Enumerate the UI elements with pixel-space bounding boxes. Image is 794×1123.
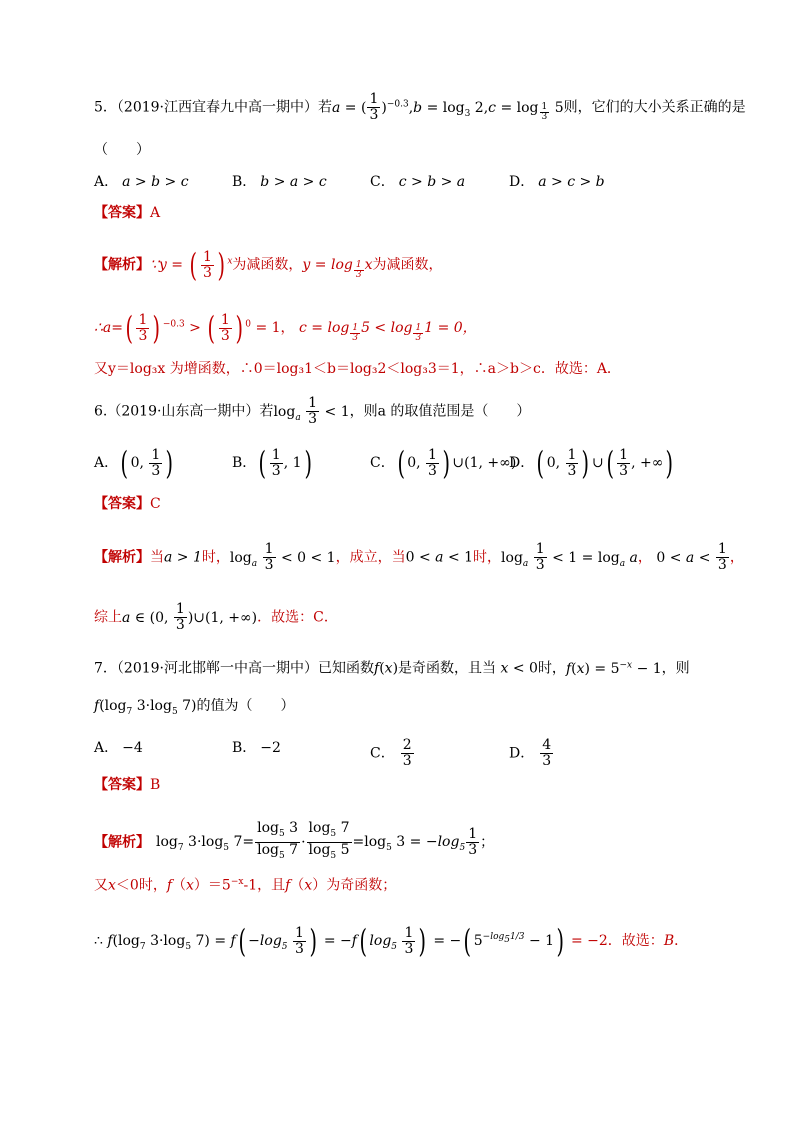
q5-option-c[interactable]: [370, 172, 465, 192]
q6-option-c[interactable]: C．( 0, $\frac{1}{3}$ ) ∪(1, +∞): [370, 444, 517, 482]
q5-option-c-text: c > b > a: [398, 174, 466, 190]
q7-stem-suffix: ，则: [661, 660, 690, 677]
q5-stem-suffix: 则，它们的大小关系正确的是: [563, 99, 746, 116]
q5-option-a-text: a > b > c: [122, 174, 189, 190]
q7-answer-value: B: [150, 777, 161, 793]
q5-analysis-line2: ∴a=( $\frac{1}{3}$ ) $^{-0.3}$ > ( $\frac{1}{3}$ ) $^0$ = 1， c = log $_{\frac{1}{3}}$ 5 < log $_{\frac{1}{3}}$ 1 = 0，: [94, 309, 477, 347]
q7-stem-line2: $f(\log_7$ $3\cdot\log_5$ 7)的值为（ ）: [94, 698, 295, 717]
q6-analysis-line1: 【解析】当a > 1时，$\log_a$ $\frac{1}{3}$ < 0 < 1，成立，当0 < a < 1时，$\log_a$ $\frac{1}{3}$ < $1 = \log_a a$， 0 < a < $\frac{1}{3}$ ，: [94, 541, 744, 573]
q6-analysis-tag: 【解析】: [94, 549, 150, 566]
q5-analysis-line3: 又y＝log₃x 为增函数，∴0＝log₃1＜b＝log₃2＜log₃3＝1，∴a＞b＞c．故选：A．: [94, 361, 621, 377]
q6-option-b[interactable]: B．( $\frac{1}{3}$ , 1): [232, 444, 312, 482]
q5-analysis-tag: 【解析】: [94, 257, 150, 273]
q6-stem: [94, 396, 530, 427]
q5-option-b-label: B．: [232, 174, 257, 190]
q5-option-a-label: A．: [94, 174, 119, 190]
q7-answer-tag: 【答案】: [94, 777, 150, 793]
q7-option-d-label: D．: [509, 745, 535, 762]
q7-stem-math: f(x): [374, 660, 399, 677]
q5-answer-tag: 【答案】: [94, 205, 150, 221]
q6-stem-math: $\log_a$ $\frac{1}{3}$ < 1: [273, 395, 350, 427]
q7-option-a-text: −4: [122, 740, 143, 756]
q6-option-a-label: A．: [94, 455, 119, 471]
q5-option-c-label: C．: [370, 174, 395, 190]
q6-analysis-line2: 综上a ∈ (0, $\frac{1}{3}$ )∪(1, +∞)．故选：C．: [94, 601, 338, 633]
q7-analysis-line1: 【解析】 $\log_7 3\cdot\log_5$ 7= $\frac{\log_5 3}{\log_5 7}$ · $\frac{\log_5 7}{\log_5 5}$ $=\log_5$ $3 = -\log_5$ $\frac{1}{3}$ ；: [94, 820, 495, 861]
q7-option-b-text: −2: [260, 740, 281, 756]
q7-stem-prefix: 7．（2019·河北邯郸一中高一期中）已知函数: [94, 660, 374, 677]
q7-option-b[interactable]: [232, 738, 281, 758]
q7-answer: [94, 775, 160, 795]
q7-option-d[interactable]: D． $\frac{4}{3}$: [509, 737, 552, 769]
q6-answer-value: C: [150, 496, 161, 512]
q5-option-b-text: b > a > c: [260, 174, 327, 190]
q7-option-c[interactable]: C． $\frac{2}{3}$: [370, 737, 412, 769]
q6-option-c-label: C．: [370, 455, 395, 471]
q6-stem-prefix: 6.（2019·山东高一期中）若: [94, 403, 274, 420]
q5-answer-value: A: [150, 205, 161, 221]
q6-answer: [94, 494, 161, 514]
q7-option-a-label: A．: [94, 740, 119, 756]
q7-option-c-label: C．: [370, 745, 395, 762]
q7-analysis-line2: 又x＜0时，$f(x)=5^{-x}-1$，且f（x）为奇函数；: [94, 877, 397, 894]
q5-stem-prefix: 5．（2019·江西宜春九中高一期中）若: [94, 99, 332, 116]
q7-analysis-tag: 【解析】: [94, 834, 150, 851]
q6-option-d-label: D．: [509, 455, 535, 471]
q5-option-d[interactable]: [509, 172, 605, 192]
q6-option-a[interactable]: A．( 0, $\frac{1}{3}$ ): [94, 444, 174, 482]
q5-stem-line1: [94, 92, 746, 123]
q6-stem-suffix: ，则a 的取值范围是（ ）: [349, 403, 531, 420]
q5-stem-math: a = ( $\frac{1}{3}$ )$^{-0.3},b = \log_3 2,c = \log$ $_{\frac{1}{3}}$ 5: [332, 91, 564, 123]
q7-analysis-line3: ∴ $f(\log_7$ $3\cdot\log_5$ $7) = f( -\log_5$ $\frac{1}{3}$ ) = −f( $\log_5$ $\frac{1}{3}$ ) = −( $5^{-log_51/3} - 1) = -2$．故选：B．: [94, 922, 689, 960]
q5-analysis-line1: 【解析】∵y = ( $\frac{1}{3}$ ) $^x$为减函数，y = log $_{\frac{1}{3}}$ x为减函数，: [94, 246, 443, 284]
q5-option-d-label: D．: [509, 174, 535, 190]
q7-option-b-label: B．: [232, 740, 257, 756]
q5-option-a[interactable]: [94, 172, 189, 192]
q6-option-d[interactable]: D．( 0, $\frac{1}{3}$ ) ∪( $\frac{1}{3}$ , +∞): [509, 444, 674, 482]
q5-option-b[interactable]: [232, 172, 327, 192]
q5-blank: （ ）: [94, 142, 150, 158]
q7-option-a[interactable]: [94, 738, 143, 758]
q7-stem-line1: 7．（2019·河北邯郸一中高一期中）已知函数f(x)是奇函数，且当 x < 0时，$f(x) = 5^{-x} - 1$，则: [94, 660, 690, 677]
q6-answer-tag: 【答案】: [94, 496, 150, 512]
q5-option-d-text: a > c > b: [538, 174, 605, 190]
q5-answer: [94, 203, 160, 223]
q6-option-b-label: B．: [232, 455, 257, 471]
